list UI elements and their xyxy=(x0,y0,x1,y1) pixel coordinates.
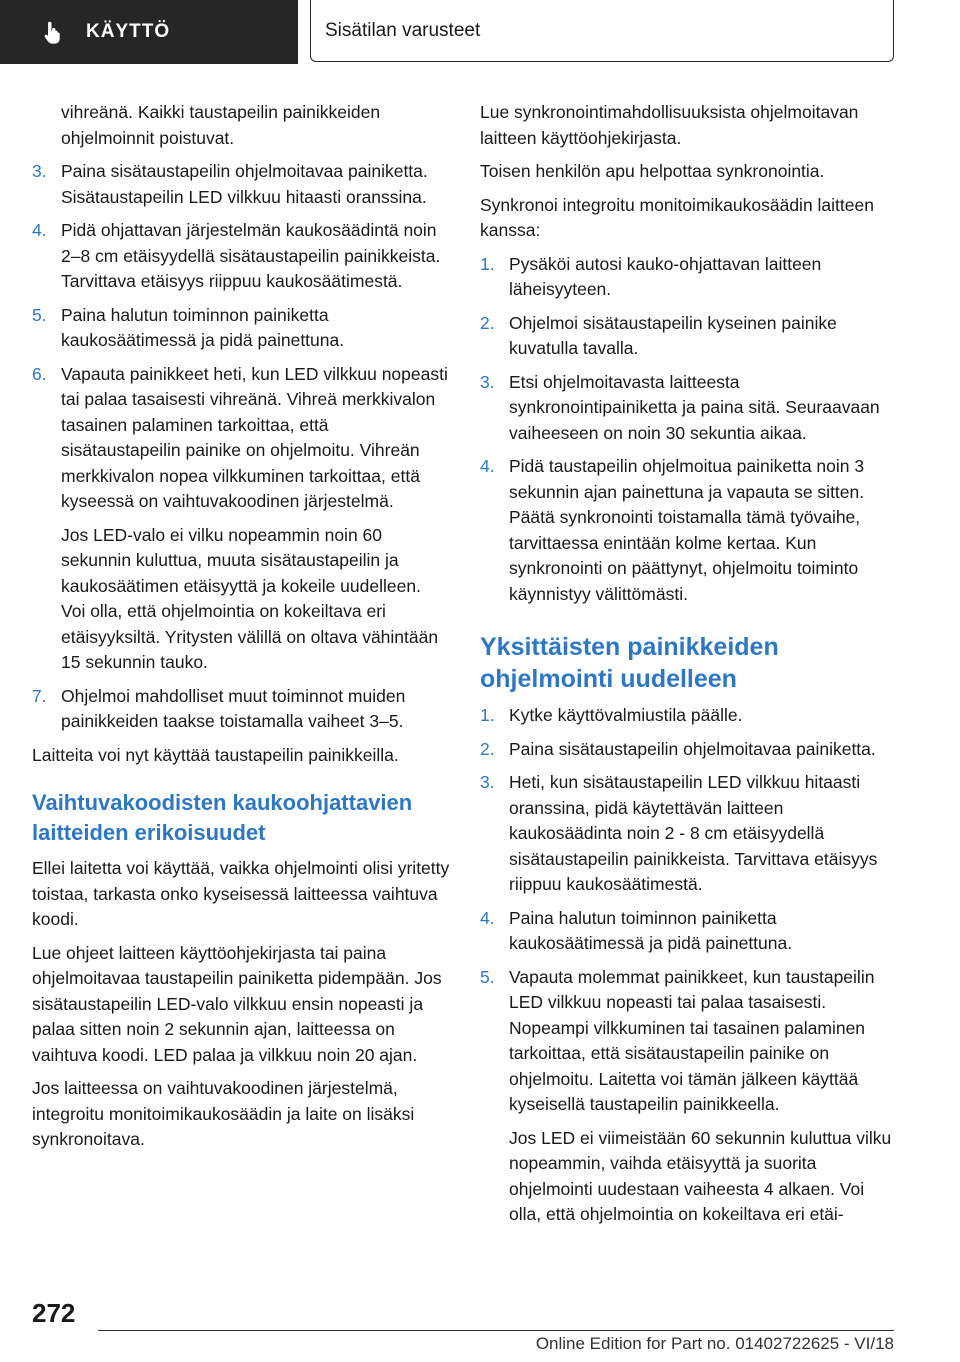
step-text: Ohjelmoi sisätaustapeilin kyseinen painike kuvatulla tavalla. xyxy=(509,312,837,358)
list-item xyxy=(480,311,898,362)
step-text: Vapauta molemmat painikkeet, kun taustapeilin LED vilkkuu nopeasti tai palaa tasaisesti. Nopeampi vilkkuminen tai tasainen palaminen tarkoittaa, että sisätaustapeilin painike on ohjelmoitu. Laitetta voi tämän jälkeen käyttää kyseisellä taustapeilin painikkeella. xyxy=(509,966,875,1114)
step-text: Pidä taustapeilin ohjelmoitua painiketta noin 3 sekunnin ajan painettuna ja vapauta se sitten. Päätä synkronointi toistamalla tämä työvaihe, tarvittaessa enintään kolme kertaa. Kun synkronointi on päättynyt, ohjelmoitu toiminto käynnistyy välittömästi. xyxy=(509,456,865,604)
section-heading: Vaihtuvakoodisten kaukoohjattavien laitteiden erikoisuudet xyxy=(32,790,413,845)
step-text: Paina sisätaustapeilin ohjelmoitavaa painiketta. Sisätaustapeilin LED vilkkuu hitaasti oranssina. xyxy=(61,161,428,207)
step-text: Heti, kun sisätaustapeilin LED vilkkuu hitaasti oranssina, pidä käytettävän laitteen kaukosäädinta noin 2 - 8 cm etäisyydellä sisätaustapeilin painikkeista. Tarvittava etäisyys riippuu kaukosäätimestä. xyxy=(509,772,878,894)
list-item xyxy=(480,252,898,303)
step-text: Kytke käyttövalmiustila päälle. xyxy=(509,705,743,725)
section-heading: Yksittäisten painikkeiden ohjelmointi uudelleen xyxy=(480,633,779,693)
step-number: 5. xyxy=(32,304,47,325)
step-text: Paina halutun toiminnon painiketta kaukosäätimessä ja pidä painettuna. xyxy=(509,907,793,953)
list-item xyxy=(480,906,898,957)
list-item xyxy=(32,218,450,295)
paragraph: Synkronoi integroitu monitoimikaukosäädin laitteen kanssa: xyxy=(480,194,874,240)
section-tab xyxy=(0,0,298,64)
paragraph: Ellei laitetta voi käyttää, vaikka ohjelmointi olisi yritetty toistaa, tarkasta onko kyseisessä laitteessa vaihtuva koodi. xyxy=(32,858,450,929)
step-text: Paina halutun toiminnon painiketta kaukosäätimessä ja pidä painettuna. xyxy=(61,304,345,350)
pointing-hand-icon xyxy=(40,19,66,45)
list-item xyxy=(32,684,450,735)
step-text: Etsi ohjelmoitavasta laitteesta synkronointipainiketta ja paina sitä. Seuraavaan vaiheeseen on noin 30 sekuntia aikaa. xyxy=(509,371,880,443)
paragraph: Lue ohjeet laitteen käyttöohjekirjasta tai paina ohjelmoitavaa taustapeilin painiketta pidempään. Jos sisätaustapeilin LED-valo vilkkuu ensin nopeasti ja palaa sitten noin 2 sekunnin ajan, laitteessa on vaihtuva koodi. LED palaa ja vilkkuu noin 20 ajan. xyxy=(32,942,442,1065)
list-item xyxy=(480,965,898,1118)
step-text: Pidä ohjattavan järjestelmän kaukosäädintä noin 2–8 cm etäisyydellä sisätaustapeilin painikkeista. Tarvittava etäisyys riippuu kaukosäätimestä. xyxy=(61,220,441,291)
list-item xyxy=(480,703,898,729)
section-tab-label: KÄYTTÖ xyxy=(86,21,171,42)
step-number: 3. xyxy=(480,371,495,392)
list-item xyxy=(480,370,898,447)
list-item xyxy=(480,770,898,898)
step-text: Pysäköi autosi kauko-ohjattavan laitteen läheisyyteen. xyxy=(509,253,822,299)
step-number: 2. xyxy=(480,312,495,333)
step-text: Paina sisätaustapeilin ohjelmoitavaa painiketta. xyxy=(509,738,876,759)
step-number: 4. xyxy=(32,220,47,240)
step-number: 5. xyxy=(480,966,495,987)
paragraph: Lue synkronointimahdollisuuksista ohjelmoitavan laitteen käyttöohjekirjasta. xyxy=(480,102,859,148)
paragraph: Toisen henkilön apu helpottaa synkronointia. xyxy=(480,161,825,181)
step-number: 6. xyxy=(32,363,47,384)
step-text: Vapauta painikkeet heti, kun LED vilkkuu nopeasti tai palaa tasaisesti vihreänä. Vihreä merkkivalon tasainen palaminen tarkoittaa, että sisätaustapeilin painike on ohjelmoitu. Vihreän merkkivalon nopea vilkkuminen tarkoittaa, että kyseessä on vaihtuvakoodinen järjestelmä. xyxy=(61,363,448,511)
right-column xyxy=(480,100,898,1236)
paragraph: Jos laitteessa on vaihtuvakoodinen järjestelmä, integroitu monitoimikaukosäädin ja laite on lisäksi synkronoitava. xyxy=(32,1078,415,1149)
list-item xyxy=(32,303,450,354)
step-text: Ohjelmoi mahdolliset muut toiminnot muiden painikkeiden taakse toistamalla vaiheet 3–5. xyxy=(61,685,406,731)
list-item xyxy=(480,454,898,607)
list-item xyxy=(32,159,450,210)
edition-footer: Online Edition for Part no. 01402722625 - VI/18 xyxy=(535,1334,894,1353)
step-number: 4. xyxy=(480,456,495,476)
step-note: Jos LED ei viimeistään 60 sekunnin kuluttua vilku nopeammin, vaihda etäisyyttä ja suorita ohjelmointi uudestaan vaiheesta 4 alkaen. Voi olla, että ohjelmointia on kokeiltava eri etäi- xyxy=(509,1127,892,1224)
step-number: 1. xyxy=(480,253,495,274)
list-item xyxy=(480,737,898,763)
list-item xyxy=(32,362,450,515)
step-number: 3. xyxy=(32,161,47,181)
chapter-title: Sisätilan varusteet xyxy=(325,19,481,41)
page-number: 272 xyxy=(32,1298,76,1328)
step-note: Jos LED-valo ei vilku nopeammin noin 60 sekunnin kuluttua, muuta sisätaustapeilin ja kaukosäätimen etäisyyttä ja kokeile uudelleen. Voi olla, että ohjelmointia on kokeiltava eri etäisyyksiltä. Yritysten välillä on oltava vähintään 15 sekunnin tauko. xyxy=(61,524,439,672)
step-number: 3. xyxy=(480,772,495,792)
step-number: 7. xyxy=(32,685,47,706)
intro-continuation: vihreänä. Kaikki taustapeilin painikkeiden ohjelmoinnit poistuvat. xyxy=(61,102,381,148)
chapter-title-box xyxy=(310,0,894,62)
left-column xyxy=(32,100,450,1161)
step-number: 4. xyxy=(480,907,495,928)
step-number: 1. xyxy=(480,705,495,725)
step-number: 2. xyxy=(480,738,495,759)
closing-paragraph: Laitteita voi nyt käyttää taustapeilin painikkeilla. xyxy=(32,744,399,765)
footer-divider xyxy=(98,1330,894,1331)
